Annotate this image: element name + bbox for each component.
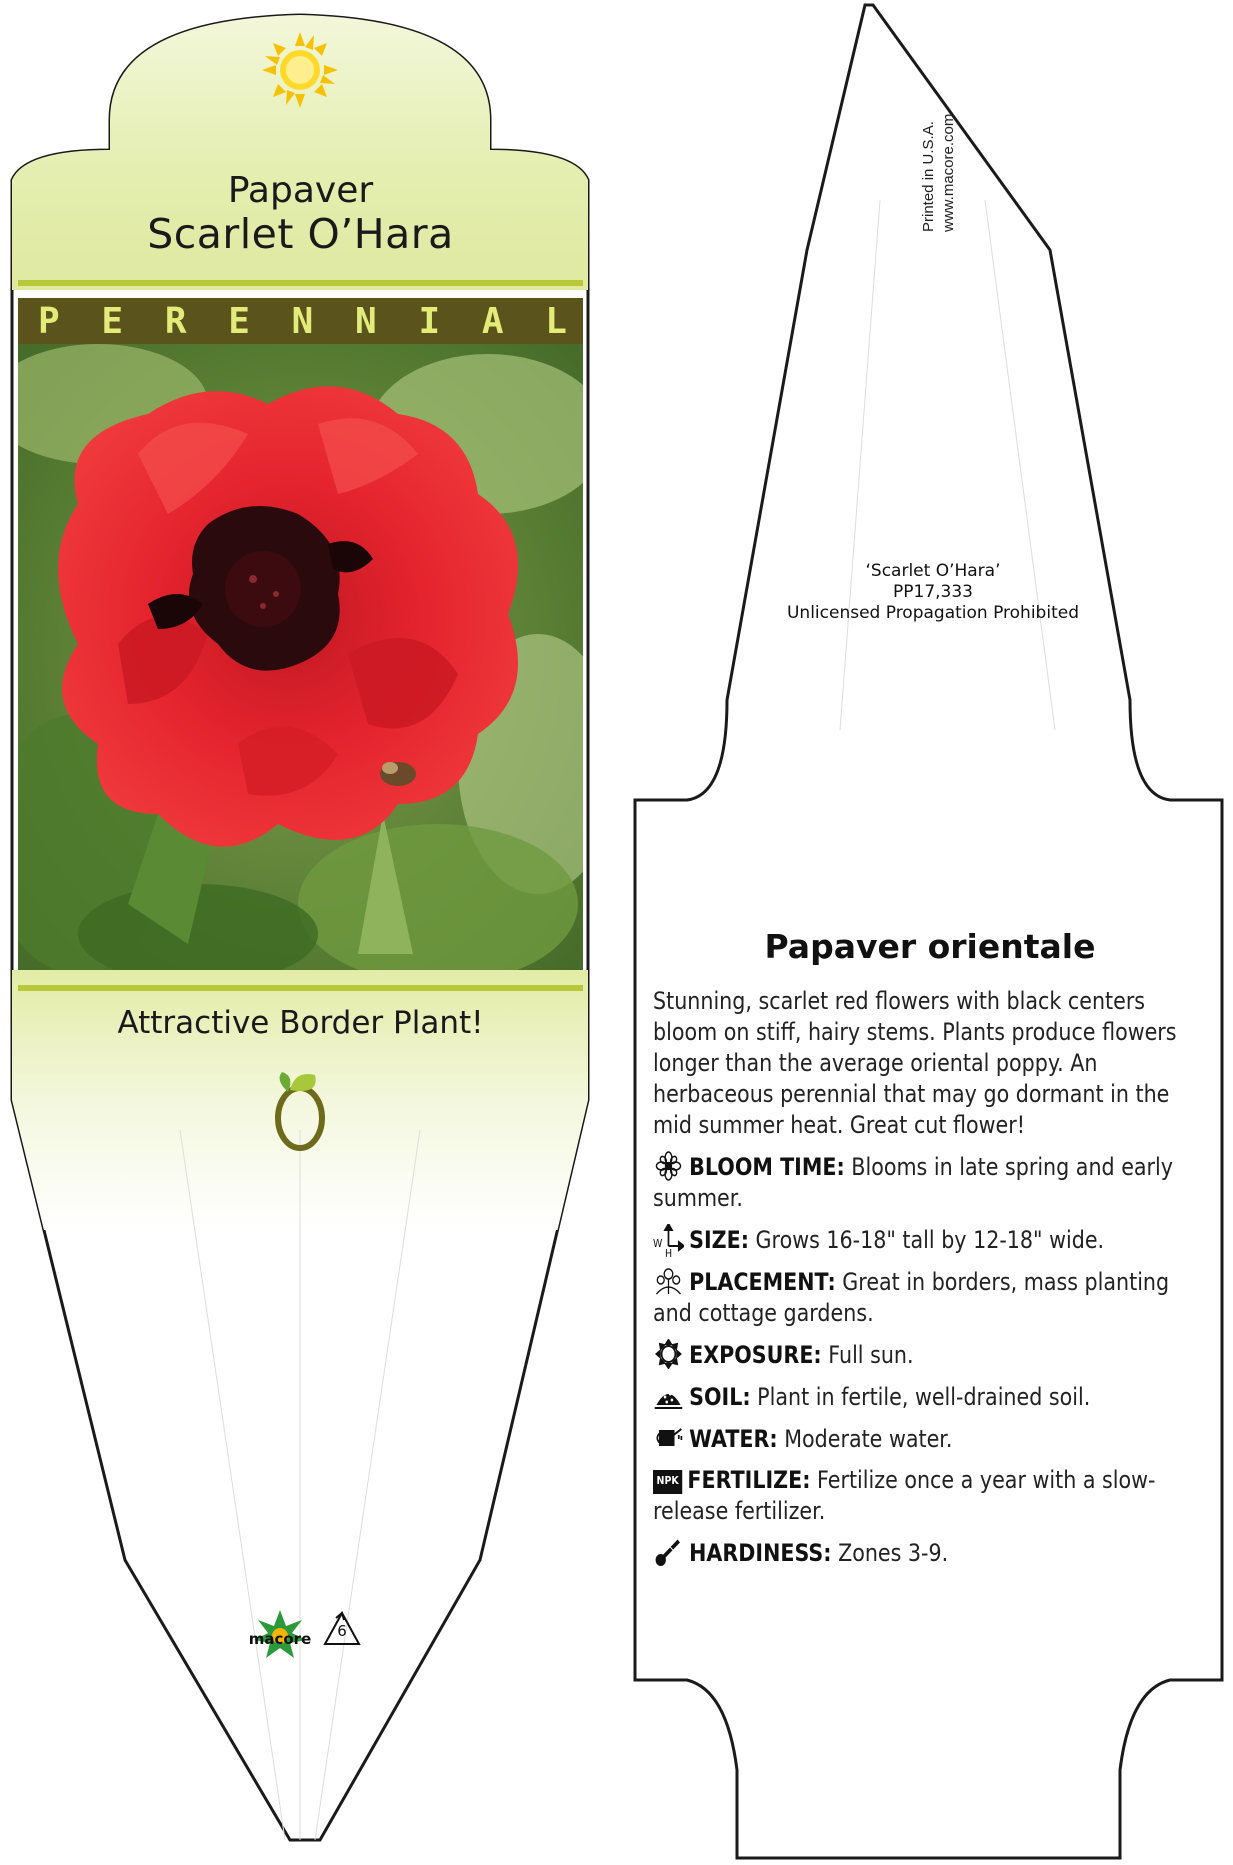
- category-band: [18, 298, 583, 344]
- patent-cultivar: ‘Scarlet O’Hara’: [865, 561, 1001, 581]
- attr-bloom-time: [653, 1151, 1212, 1214]
- attr-text: Grows 16-18" tall by 12-18" wide.: [748, 1226, 1105, 1254]
- npk-icon: [653, 1470, 682, 1494]
- size-icon: [653, 1224, 684, 1260]
- attr-label: PLACEMENT:: [689, 1268, 836, 1296]
- size-w-letter: W: [653, 1237, 663, 1250]
- printer-line-1: Printed in U.S.A.: [920, 121, 937, 232]
- recycle-code: 6: [337, 1622, 347, 1640]
- care-info: [653, 986, 1212, 1569]
- plant-photo: [18, 344, 583, 970]
- category-letter: R: [164, 300, 187, 342]
- size-h-letter: H: [665, 1247, 673, 1260]
- npk-label: NPK: [656, 1474, 679, 1487]
- attr-text: Zones 3-9.: [831, 1539, 949, 1567]
- category-letter: L: [545, 300, 567, 342]
- attr-soil: [653, 1381, 1212, 1413]
- attr-text: Plant in fertile, well-drained soil.: [750, 1383, 1091, 1411]
- attr-label: FERTILIZE:: [687, 1466, 811, 1494]
- patent-number: PP17,333: [893, 582, 973, 602]
- patent-warning: Unlicensed Propagation Prohibited: [786, 603, 1079, 623]
- attr-text: Blooms in late spring and early summer.: [653, 1153, 1173, 1212]
- printer-line-2: www.macore.com: [940, 113, 957, 232]
- macore-logo-text: macore: [248, 1630, 312, 1648]
- thermometer-icon: [653, 1537, 684, 1567]
- placement-icon: [653, 1266, 684, 1296]
- sun-icon: [262, 32, 338, 108]
- attr-label: SOIL:: [689, 1383, 751, 1411]
- soil-icon: [653, 1381, 684, 1411]
- flower-icon: [653, 1151, 684, 1181]
- sun-icon: [653, 1339, 684, 1369]
- attr-text: Full sun.: [821, 1341, 914, 1369]
- attr-fertilize: [653, 1465, 1212, 1527]
- category-letter: E: [228, 300, 250, 342]
- attr-hardiness: [653, 1537, 1212, 1569]
- attr-text: Moderate water.: [777, 1425, 953, 1453]
- category-letter: N: [291, 300, 314, 342]
- attr-exposure: [653, 1339, 1212, 1371]
- macore-logo: [245, 1608, 315, 1673]
- attr-label: BLOOM TIME:: [689, 1153, 845, 1181]
- category-letter: A: [481, 300, 504, 342]
- attr-label: SIZE:: [689, 1226, 749, 1254]
- patent-notice: [740, 561, 1126, 624]
- category-letter: P: [38, 300, 60, 342]
- attr-text: Great in borders, mass planting and cottage gardens.: [653, 1268, 1170, 1327]
- category-letter: N: [355, 300, 377, 342]
- category-letter: E: [101, 300, 124, 342]
- watering-can-icon: [653, 1423, 684, 1453]
- attr-water: [653, 1423, 1212, 1455]
- tagline: Attractive Border Plant!: [117, 1005, 484, 1041]
- attr-label: HARDINESS:: [689, 1539, 832, 1567]
- recycle-icon: [322, 1610, 362, 1653]
- plant-description: Stunning, scarlet red flowers with black centers bloom on stiff, hairy stems. Plants produce flowers longer than the average oriental poppy. An herbaceous perennial that may go dormant in the mid summer heat. Great cut flower!: [653, 987, 1177, 1139]
- cultivar-name: Scarlet O’Hara: [147, 210, 454, 258]
- botanical-name: Papaver orientale: [764, 927, 1096, 966]
- category-letter: I: [418, 300, 441, 342]
- attr-size: [653, 1224, 1212, 1260]
- attr-placement: [653, 1266, 1212, 1329]
- attr-text: Fertilize once a year with a slow-release fertilizer.: [653, 1466, 1156, 1525]
- genus-name: Papaver: [227, 170, 374, 211]
- attr-label: WATER:: [689, 1425, 778, 1453]
- attr-label: EXPOSURE:: [689, 1341, 822, 1369]
